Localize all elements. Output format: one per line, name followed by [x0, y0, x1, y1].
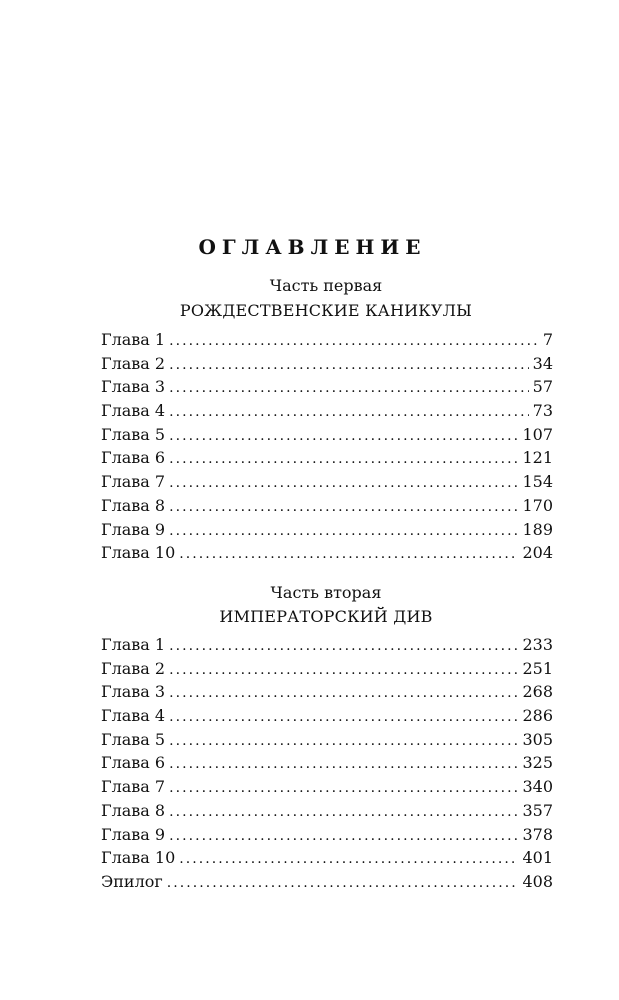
page-number: 7 — [542, 330, 553, 349]
page-number: 286 — [522, 706, 553, 726]
dot-leader — [167, 872, 519, 896]
toc-entry[interactable] — [101, 446, 553, 470]
page-number: 268 — [522, 682, 553, 702]
dot-leader — [169, 682, 518, 706]
page-number: 401 — [522, 848, 553, 868]
chapter-label: Глава 7 — [101, 777, 166, 797]
toc-entry[interactable] — [101, 799, 553, 823]
page-number: 154 — [522, 472, 553, 492]
dot-leader — [169, 401, 529, 425]
toc-entry[interactable] — [101, 657, 553, 681]
page-number: 34 — [532, 353, 553, 373]
dot-leader — [169, 777, 518, 801]
dot-leader — [169, 377, 529, 401]
chapter-label: Глава 2 — [101, 353, 166, 373]
page-number: 340 — [522, 777, 553, 797]
dot-leader — [179, 848, 518, 872]
toc-entry[interactable] — [101, 846, 553, 870]
page-number: 305 — [522, 729, 553, 749]
chapter-label: Эпилог — [101, 871, 163, 891]
dot-leader — [169, 425, 518, 449]
page-number: 378 — [522, 824, 553, 844]
dot-leader — [169, 472, 518, 496]
toc-entry[interactable] — [101, 423, 553, 447]
dot-leader — [169, 520, 518, 544]
toc-entry[interactable] — [101, 494, 553, 518]
toc-title: ОГЛАВЛЕНИЕ — [198, 235, 427, 259]
dot-leader — [169, 659, 518, 683]
toc-entry[interactable] — [101, 399, 553, 423]
chapter-label: Глава 1 — [101, 635, 166, 654]
part-2-toc-list — [101, 633, 553, 894]
page-number: 121 — [522, 448, 553, 468]
chapter-label: Глава 5 — [101, 424, 166, 444]
chapter-label: Глава 9 — [101, 519, 166, 539]
page-number: 170 — [522, 495, 553, 515]
page-number: 325 — [522, 753, 553, 773]
toc-entry[interactable] — [101, 870, 553, 894]
toc-entry[interactable] — [101, 352, 553, 376]
page-number: 189 — [522, 519, 553, 539]
chapter-label: Глава 7 — [101, 472, 166, 492]
chapter-label: Глава 5 — [101, 729, 166, 749]
dot-leader — [169, 496, 518, 520]
dot-leader — [169, 448, 518, 472]
chapter-label: Глава 10 — [101, 848, 176, 868]
page-number: 251 — [522, 658, 553, 678]
dot-leader — [169, 825, 518, 849]
chapter-label: Глава 6 — [101, 753, 166, 773]
page-number: 107 — [522, 424, 553, 444]
chapter-label: Глава 3 — [101, 377, 166, 397]
chapter-label: Глава 4 — [101, 401, 166, 421]
toc-entry[interactable] — [101, 518, 553, 542]
toc-entry[interactable] — [101, 470, 553, 494]
toc-entry[interactable] — [101, 775, 553, 799]
chapter-label: Глава 1 — [101, 330, 166, 349]
part-1-toc-list — [101, 328, 553, 565]
dot-leader — [169, 801, 518, 825]
page-number: 233 — [522, 635, 553, 654]
toc-entry[interactable] — [101, 823, 553, 847]
chapter-label: Глава 3 — [101, 682, 166, 702]
chapter-label: Глава 8 — [101, 495, 166, 515]
page-number: 57 — [532, 377, 553, 397]
chapter-label: Глава 8 — [101, 800, 166, 820]
part-2-title: ИМПЕРАТОРСКИЙ ДИВ — [219, 607, 433, 626]
chapter-label: Глава 10 — [101, 543, 176, 563]
chapter-label: Глава 9 — [101, 824, 166, 844]
toc-entry[interactable] — [101, 375, 553, 399]
dot-leader — [169, 635, 518, 659]
page-number: 408 — [522, 871, 553, 891]
dot-leader — [179, 543, 518, 567]
part-1-title: РОЖДЕСТВЕНСКИЕ КАНИКУЛЫ — [179, 301, 473, 320]
part-1-label: Часть первая — [269, 276, 383, 295]
toc-entry[interactable] — [101, 633, 553, 657]
dot-leader — [169, 730, 518, 754]
dot-leader — [169, 354, 529, 378]
part-2-label: Часть вторая — [270, 583, 382, 602]
dot-leader — [169, 706, 518, 730]
toc-entry[interactable] — [101, 728, 553, 752]
toc-entry[interactable] — [101, 704, 553, 728]
page-number: 357 — [522, 800, 553, 820]
toc-entry[interactable] — [101, 751, 553, 775]
toc-entry[interactable] — [101, 680, 553, 704]
chapter-label: Глава 4 — [101, 706, 166, 726]
page-number: 73 — [532, 401, 553, 421]
toc-entry[interactable] — [101, 328, 553, 352]
chapter-label: Глава 2 — [101, 658, 166, 678]
page-number: 204 — [522, 543, 553, 563]
toc-entry[interactable] — [101, 541, 553, 565]
dot-leader — [169, 330, 539, 354]
dot-leader — [169, 753, 518, 777]
chapter-label: Глава 6 — [101, 448, 166, 468]
